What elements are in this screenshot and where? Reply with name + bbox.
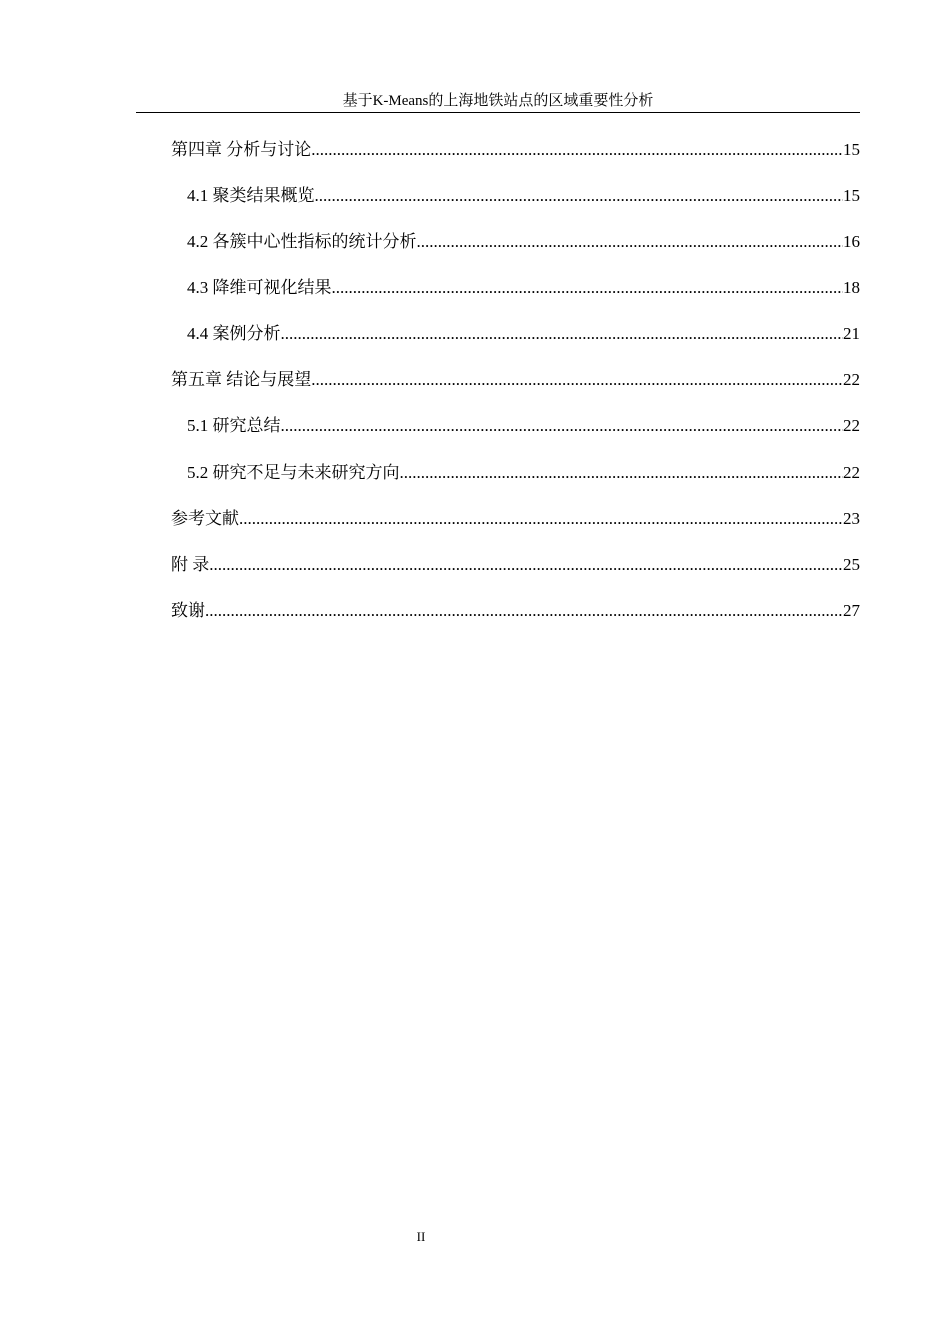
toc-entry-title: 4.3 降维可视化结果 [187,278,332,297]
toc-entry-title: 5.2 研究不足与未来研究方向 [187,463,400,482]
toc-entry-page: 16 [843,232,860,251]
toc-dot-leader [417,230,844,254]
toc-entry-page: 22 [843,463,860,482]
toc-entry-5-2[interactable] [187,461,860,485]
toc-entry-page: 15 [843,186,860,205]
toc-dot-leader [311,138,843,162]
toc-entry-acknowledgements[interactable] [171,599,860,623]
toc-entry-page: 15 [843,140,860,159]
toc-entry-title: 附 录 [171,555,210,574]
toc-entry-4-2[interactable] [187,230,860,254]
header-rule [136,112,860,113]
toc-entry-title: 第四章 分析与讨论 [171,140,312,159]
toc-entry-title: 4.1 聚类结果概览 [187,186,315,205]
toc-dot-leader [239,507,843,531]
toc-dot-leader [281,414,844,438]
toc-entry-title: 4.2 各簇中心性指标的统计分析 [187,232,417,251]
page-number: II [416,1229,426,1244]
toc-entry-4-3[interactable] [187,276,860,300]
toc-dot-leader [281,322,844,346]
toc-entry-page: 22 [843,416,860,435]
toc-dot-leader [400,461,844,485]
toc-entry-page: 22 [843,370,860,389]
toc-dot-leader [315,184,844,208]
toc-entry-chapter-5[interactable] [171,368,860,392]
toc-entry-appendix[interactable] [171,553,860,577]
toc-entry-page: 27 [843,601,860,620]
toc-dot-leader [311,368,843,392]
toc-entry-page: 21 [843,324,860,343]
toc-entry-4-1[interactable] [187,184,860,208]
toc-entry-chapter-4[interactable] [171,138,860,162]
toc-entry-references[interactable] [171,507,860,531]
toc-entry-page: 23 [843,509,860,528]
toc-entry-title: 致谢 [171,601,205,620]
toc-entry-page: 25 [843,555,860,574]
toc-entry-title: 5.1 研究总结 [187,416,281,435]
toc-dot-leader [205,599,843,623]
toc-entry-title: 第五章 结论与展望 [171,370,312,389]
toc-entry-title: 参考文献 [171,509,239,528]
toc-entry-4-4[interactable] [187,322,860,346]
toc-entry-page: 18 [843,278,860,297]
running-header: 基于K-Means的上海地铁站点的区域重要性分析 [342,93,654,109]
toc-dot-leader [332,276,844,300]
toc-dot-leader [209,553,843,577]
toc-entry-title: 4.4 案例分析 [187,324,281,343]
toc-entry-5-1[interactable] [187,414,860,438]
